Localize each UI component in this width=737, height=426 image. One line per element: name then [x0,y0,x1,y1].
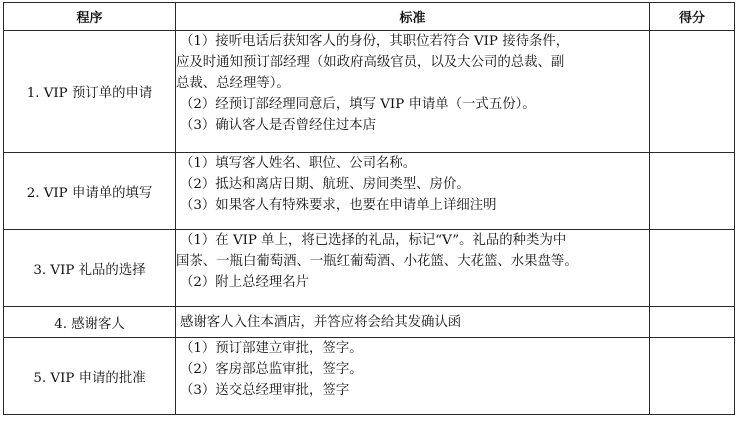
table-row [4,31,735,153]
standard-line: 应及时通知预订部经理（如政府高级官员，以及大公司的总裁、副 [176,55,565,70]
standard-line: （3）如果客人有特殊要求，也要在申请单上详细注明 [180,198,497,213]
standard-line: （1）在 VIP 单上，将已选择的礼品，标记“V”。礼品的种类为中 [180,233,567,248]
table-header-row [4,3,735,31]
standard-line: （3）确认客人是否曾经住过本店 [180,118,376,133]
standard-line: （1）预订部建立审批，签字。 [180,341,363,356]
standard-cell [176,230,650,307]
standard-line: 总裁、总经理等）。 [176,76,290,91]
step-cell: 4. 感谢客人 [4,307,176,338]
score-cell [650,31,735,153]
standard-line: （2）附上总经理名片 [180,275,310,290]
standard-line: 国茶、一瓶白葡萄酒、一瓶红葡萄酒、小花篮、大花篮、水果盘等。 [176,254,578,269]
header-standard: 标准 [176,3,650,31]
score-cell [650,230,735,307]
step-cell: 3. VIP 礼品的选择 [4,230,176,307]
step-cell: 2. VIP 申请单的填写 [4,153,176,230]
standard-cell [176,153,650,230]
standard-line: （2）抵达和离店日期、航班、房间类型、房价。 [180,177,470,192]
standard-line: （1）接听电话后获知客人的身份，其职位若符合 VIP 接待条件， [180,34,570,49]
standard-cell [176,31,650,153]
step-cell: 5. VIP 申请的批准 [4,338,176,415]
standard-cell [176,338,650,415]
table-row [4,307,735,338]
score-cell [650,153,735,230]
header-score: 得分 [650,3,735,31]
standard-cell [176,307,650,338]
table-row [4,153,735,230]
score-cell [650,307,735,338]
vip-procedure-table [3,2,735,415]
standard-line: 感谢客人入住本酒店，并答应将会给其发确认函 [180,314,462,330]
header-step: 程序 [4,3,176,31]
standard-line: （2）经预订部经理同意后，填写 VIP 申请单（一式五份）。 [180,97,536,112]
table-row [4,230,735,307]
table-row [4,338,735,415]
standard-line: （1）填写客人姓名、职位、公司名称。 [180,156,417,171]
score-cell [650,338,735,415]
standard-line: （3）送交总经理审批，签字 [180,383,350,398]
step-cell: 1. VIP 预订单的申请 [4,31,176,153]
standard-line: （2）客房部总监审批，签字。 [180,362,363,377]
